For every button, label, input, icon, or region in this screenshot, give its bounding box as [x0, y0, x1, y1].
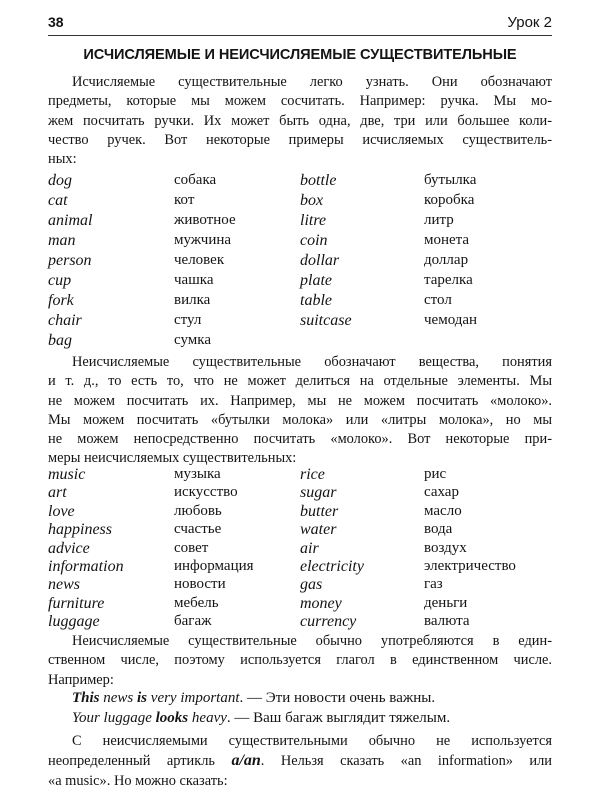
paragraph-article-usage: [48, 732, 552, 791]
line-text: Неисчисляемые существительные обозначают вещества, понятия: [72, 354, 552, 370]
section-title: ИСЧИСЛЯЕМЫЕ И НЕИСЧИСЛЯЕМЫЕ СУЩЕСТВИТЕЛЬНЫЕ: [83, 47, 517, 63]
english-word: gas: [300, 576, 323, 594]
vocab-row: [48, 595, 552, 613]
text-line: [48, 671, 552, 690]
russian-translation: счастье: [174, 521, 222, 538]
russian-translation: электричество: [424, 557, 516, 574]
text-line: [48, 112, 552, 131]
vocab-row: [48, 332, 552, 352]
russian-translation: мужчина: [174, 232, 232, 248]
russian-translation: вода: [424, 521, 453, 538]
english-word: information: [48, 557, 124, 575]
text-line: . Нельзя сказать «an information» или: [260, 753, 552, 770]
example-translation: . — Ваш багаж выглядит тяжелым.: [226, 710, 451, 726]
english-word: box: [300, 192, 324, 209]
vocab-row: [48, 272, 552, 292]
paragraph-countable-intro: [48, 73, 552, 169]
example-sentence: [72, 690, 435, 707]
english-word: news: [48, 576, 80, 594]
text-line: [48, 131, 552, 150]
line-text: предметы, которые мы можем сосчитать. Например: ручка. Мы мо-: [48, 93, 552, 110]
english-word: butter: [300, 502, 339, 520]
english-word: chair: [48, 312, 82, 329]
vocab-row: [48, 466, 552, 484]
english-word: fork: [48, 292, 74, 309]
russian-translation: мебель: [174, 594, 219, 611]
line-text: чество ручек. Вот некоторые примеры исчисляемых существитель-: [48, 131, 552, 148]
vocab-row: [48, 576, 552, 594]
line-text: ных:: [48, 151, 77, 168]
vocab-row: [48, 192, 552, 212]
english-word: electricity: [300, 557, 364, 575]
english-word: money: [300, 594, 342, 612]
english-word: cat: [48, 192, 68, 209]
russian-translation: багаж: [174, 613, 212, 630]
vocab-row: [48, 232, 552, 252]
russian-translation: бутылка: [424, 172, 477, 188]
example-bold: looks: [155, 710, 189, 726]
russian-translation: любовь: [174, 502, 222, 519]
vocab-row: [48, 503, 552, 521]
example-bold: is: [137, 690, 148, 706]
uncountable-nouns-table: [48, 466, 552, 632]
russian-translation: сахар: [424, 484, 459, 501]
russian-translation: кот: [174, 192, 195, 208]
page-header: [48, 14, 552, 36]
text-line: [48, 392, 552, 411]
russian-translation: человек: [174, 252, 225, 268]
vocab-row: [48, 312, 552, 332]
text-line: [48, 651, 552, 670]
english-word: person: [48, 252, 92, 269]
russian-translation: масло: [424, 502, 462, 519]
russian-translation: валюта: [424, 613, 470, 630]
text-line: [48, 632, 552, 651]
vocab-row: [48, 172, 552, 192]
line-text: Например:: [48, 671, 114, 688]
example-italic: very important: [147, 690, 240, 706]
example-italic: heavy: [188, 710, 227, 726]
russian-translation: сумка: [174, 332, 211, 348]
line-text: Неисчисляемые существительные обычно употребляются в един-: [72, 633, 552, 649]
vocab-row: [48, 212, 552, 232]
english-word: bottle: [300, 172, 337, 189]
russian-translation: монета: [424, 232, 470, 248]
text-line: [48, 411, 552, 430]
english-word: currency: [300, 613, 357, 631]
english-word: happiness: [48, 521, 112, 539]
english-word: dog: [48, 172, 72, 189]
paragraph-uncountable-intro: [48, 353, 552, 469]
page-number: 38: [48, 14, 64, 30]
example-bold: This: [72, 690, 100, 706]
example-italic: news: [99, 690, 138, 706]
vocab-row: [48, 613, 552, 631]
line-text: не можем посчитать их. Например, мы не можем посчитать «молоко».: [48, 392, 552, 409]
line-text: не можем непосредственно посчитать «молоко». Вот некоторые при-: [48, 431, 552, 448]
text-line: [48, 92, 552, 111]
vocab-row: [48, 252, 552, 272]
english-word: plate: [300, 272, 332, 289]
line-text: ственном числе, поэтому используется глагол в единственном числе.: [48, 652, 552, 669]
book-page: [48, 0, 552, 800]
lesson-label: Урок 2: [507, 14, 552, 31]
english-word: advice: [48, 539, 90, 557]
english-word: art: [48, 484, 67, 502]
text-line: [48, 430, 552, 449]
vocab-row: [48, 484, 552, 502]
english-word: dollar: [300, 252, 340, 269]
vocab-row: [48, 540, 552, 558]
line-text: и т. д., то есть то, что не может делиться на отдельные элементы. Мы: [48, 373, 552, 390]
line-text: жем посчитать ручки. Их может быть одна, две, три или большее коли-: [48, 112, 552, 129]
russian-translation: литр: [424, 212, 454, 228]
russian-translation: деньги: [424, 594, 468, 611]
english-word: music: [48, 466, 86, 483]
text-line: [48, 73, 552, 92]
russian-translation: музыка: [174, 466, 221, 482]
text-line: [48, 353, 552, 372]
english-word: love: [48, 502, 75, 520]
russian-translation: тарелка: [424, 272, 473, 288]
line-text: меры неисчисляемых существительных:: [48, 450, 297, 467]
english-word: sugar: [300, 484, 337, 502]
text-line: [48, 150, 552, 169]
vocab-row: [48, 521, 552, 539]
vocab-row: [48, 292, 552, 312]
russian-translation: рис: [424, 466, 447, 482]
english-word: air: [300, 539, 319, 557]
russian-translation: вилка: [174, 292, 211, 308]
text-line: [48, 372, 552, 391]
english-word: animal: [48, 212, 93, 229]
line-text: Мы можем посчитать «бутылки молока» или «литры молока», но мы: [48, 411, 552, 428]
russian-translation: воздух: [424, 539, 467, 556]
example-sentence: [72, 710, 450, 727]
russian-translation: чемодан: [424, 312, 478, 328]
russian-translation: доллар: [424, 252, 469, 268]
english-word: table: [300, 292, 332, 309]
russian-translation: газ: [424, 576, 443, 593]
english-word: water: [300, 521, 337, 539]
russian-translation: коробка: [424, 192, 475, 208]
english-word: furniture: [48, 594, 105, 612]
article-term: a/an: [231, 752, 261, 770]
example-italic: Your luggage: [72, 710, 156, 726]
line-text: Исчисляемые существительные легко узнать. Они обозначают: [72, 74, 552, 90]
russian-translation: собака: [174, 172, 217, 188]
vocab-row: [48, 558, 552, 576]
english-word: cup: [48, 272, 72, 289]
russian-translation: совет: [174, 539, 209, 556]
english-word: litre: [300, 212, 327, 229]
english-word: man: [48, 232, 76, 249]
english-word: luggage: [48, 613, 100, 631]
russian-translation: искусство: [174, 484, 238, 501]
text-line: «a music». Но можно сказать:: [48, 772, 228, 789]
russian-translation: чашка: [174, 272, 214, 288]
example-translation: . — Эти новости очень важны.: [239, 690, 436, 706]
russian-translation: новости: [174, 576, 226, 593]
countable-nouns-table: [48, 172, 552, 352]
english-word: coin: [300, 232, 328, 249]
text-line: С неисчисляемыми существительными обычно не используется: [72, 733, 552, 749]
russian-translation: животное: [174, 212, 236, 228]
text-line: неопределенный артикль: [48, 753, 232, 770]
russian-translation: стол: [424, 292, 452, 308]
russian-translation: информация: [174, 557, 254, 574]
russian-translation: стул: [174, 312, 202, 328]
english-word: suitcase: [300, 312, 352, 329]
paragraph-singular-usage: [48, 632, 552, 690]
english-word: rice: [300, 466, 325, 483]
english-word: bag: [48, 332, 72, 349]
